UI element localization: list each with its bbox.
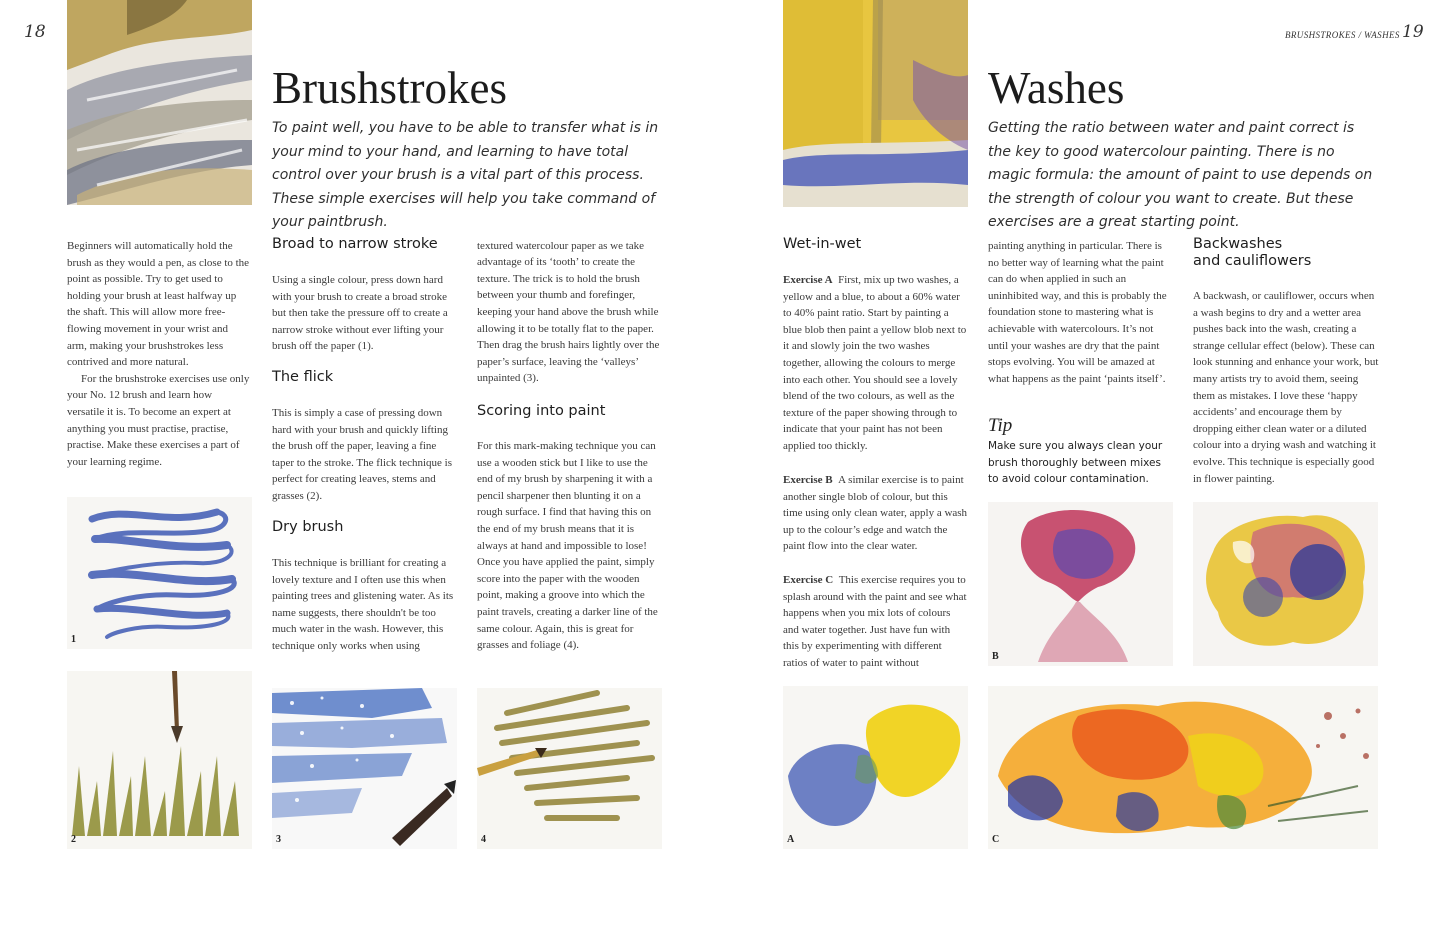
- text-exercise-b: [783, 472, 968, 555]
- page-number-left: 18: [24, 22, 46, 42]
- image-broad-to-narrow: [67, 497, 252, 649]
- intro-brushstrokes: To paint well, you have to be able to transfer what is in your mind to your hand, and learning to have total control over your brush is a vital part of this process. These simple exercises will help you take command of your paintbrush.: [272, 120, 659, 230]
- tip-text: Make sure you always clean your brush thoroughly between mixes to avoid colour contamination.: [988, 440, 1163, 485]
- caption-a: A: [787, 834, 795, 845]
- text-backwashes: A backwash, or cauliflower, occurs when a wash begins to dry and a wetter area pushes back into the wash, creating a strange cellular effect (below). These can look stunning and enhance your work, but many artists try to avoid them, seeing them as mistakes. I love these ‘happy accidents’ and encourage them by dropping either clean water or a diluted colour into a drying wash and watching it evolve. This technique is especially good in flower painting.: [1193, 290, 1379, 485]
- tip-title: Tip: [988, 415, 1013, 436]
- paragraph: Beginners will automatically hold the brush as they would a pen, as close to the point as possible. Try to get used to holding your brush at least halfway up the shaft. This will allow more free-flowing movement in your wrist and arm, making your brushstrokes less contrived and more natural.: [67, 240, 250, 369]
- text-exercise-a: [783, 272, 968, 455]
- exercise-c-label: Exercise C: [783, 574, 834, 586]
- heading-wet-in-wet: Wet-in-wet: [783, 236, 862, 252]
- heading-dry-brush: Dry brush: [272, 519, 344, 535]
- image-exercise-a: [783, 686, 968, 849]
- text-scoring-into-paint: For this mark-making technique you can use a wooden stick but I like to use the end of my brush by sharpening it with a pencil sharpener then blunting it on a rough surface. I find that having this on the end of my brush means that it is always at hand and impossible to lose! Once you have applied the paint, simply score into the paper with the wooden point, making a groove into which the paint travels, creating a darker line of the same colour. Again, this is great for grasses and foliage (4).: [477, 440, 658, 652]
- header-wash-image: [783, 0, 968, 207]
- image-scoring-into-paint: [477, 688, 662, 849]
- image-exercise-c: [988, 686, 1378, 849]
- image-dry-brush: [272, 688, 457, 849]
- page-title-washes: Washes: [988, 63, 1125, 113]
- dry-brush-text: This technique is brilliant for creating a lovely texture and I often use this when painting trees and glistening water. As its name suggests, there shouldn't be too much water in the wash. However, this technique only works when using: [272, 557, 454, 652]
- page-title-brushstrokes: Brushstrokes: [272, 63, 507, 113]
- column-intro-text: [67, 238, 250, 470]
- exercise-b-label: Exercise B: [783, 474, 833, 486]
- exercise-c-text: This exercise requires you to splash around with the paint and see what happens when you mix lots of colours and water together. Just have fun with this by experimenting with different ratios of water to paint without: [783, 574, 967, 669]
- caption-c: C: [992, 834, 1000, 845]
- image-backwash: [1193, 502, 1378, 666]
- text-broad-to-narrow: Using a single colour, press down hard with your brush to create a broad stroke but then take the pressure off to create a narrow stroke without ever lifting your brush off the paper (1).: [272, 274, 448, 353]
- image-the-flick: [67, 671, 252, 849]
- caption-1: 1: [71, 634, 76, 645]
- heading-scoring-into-paint: Scoring into paint: [477, 403, 606, 419]
- exercise-a-label: Exercise A: [783, 274, 833, 286]
- heading-backwashes-line1: Backwashes: [1193, 236, 1283, 252]
- caption-4: 4: [481, 834, 486, 845]
- heading-backwashes: [1193, 236, 1311, 270]
- text-dry-brush-part1: [272, 555, 458, 655]
- caption-2: 2: [71, 834, 76, 845]
- header-painting-image: [67, 0, 252, 205]
- image-exercise-b: [988, 502, 1173, 666]
- page-number-right: 19: [1402, 22, 1424, 42]
- text-dry-brush-part2: [477, 238, 663, 388]
- heading-the-flick: The flick: [272, 369, 334, 385]
- exercise-a-text: First, mix up two washes, a yellow and a blue, to about a 60% water to 40% paint ratio. Start by painting a blue blob then paint a yellow blob next to it and slowly join the two washes together, allowing the colours to merge into each other. You should see a lovely blend of the two colours, as well as the texture of the paper showing through to indicate that your paint has not been applied too thickly.: [783, 274, 967, 452]
- heading-backwashes-line2: and cauliflowers: [1193, 253, 1312, 269]
- caption-b: B: [992, 651, 999, 662]
- exercise-b-text: A similar exercise is to paint another single blob of colour, but this time using only clean water, apply a wash up to the colour’s edge and watch the paint flow into the clear water.: [783, 474, 968, 553]
- heading-broad-to-narrow: Broad to narrow stroke: [272, 236, 438, 252]
- text-wet-in-wet-continued: painting anything in particular. There is no better way of learning what the paint can do when applied in such an uninhibited way, and this is probably the foundation stone to mastering what is achievable with watercolours. It’s not until your washes are dry that the paint stops evolving. You will be amazed at what happens as the paint ‘paints itself’.: [988, 240, 1167, 385]
- caption-3: 3: [276, 834, 281, 845]
- text-the-flick: This is simply a case of pressing down hard with your brush and quickly lifting the brush off the paper, leaving a fine taper to the stroke. The flick technique is perfect for creating leaves, stems and grasses (2).: [272, 407, 453, 502]
- running-head: BRUSHSTROKES / WASHES: [1285, 30, 1400, 40]
- intro-washes: Getting the ratio between water and paint correct is the key to good watercolour painting. There is no magic formula: the amount of paint to use depends on the strength of colour you want to create. But these exercises are a great starting point.: [988, 120, 1373, 230]
- paragraph: For the brushstroke exercises use only your No. 12 brush and learn how versatile it is. To become an expert at anything you must practise, practise, practise. Make these exercises a part of your learning regime.: [67, 372, 250, 468]
- text-exercise-c: [783, 572, 968, 672]
- dry-brush-continued: textured watercolour paper as we take advantage of its ‘tooth’ to create the texture. The trick is to hold the brush between your thumb and forefinger, keeping your hand above the brush while allowing it to be totally flat to the paper. Then drag the brush hairs lightly over the paper’s surface, leaving the ‘valleys’ unpainted (3).: [477, 239, 660, 385]
